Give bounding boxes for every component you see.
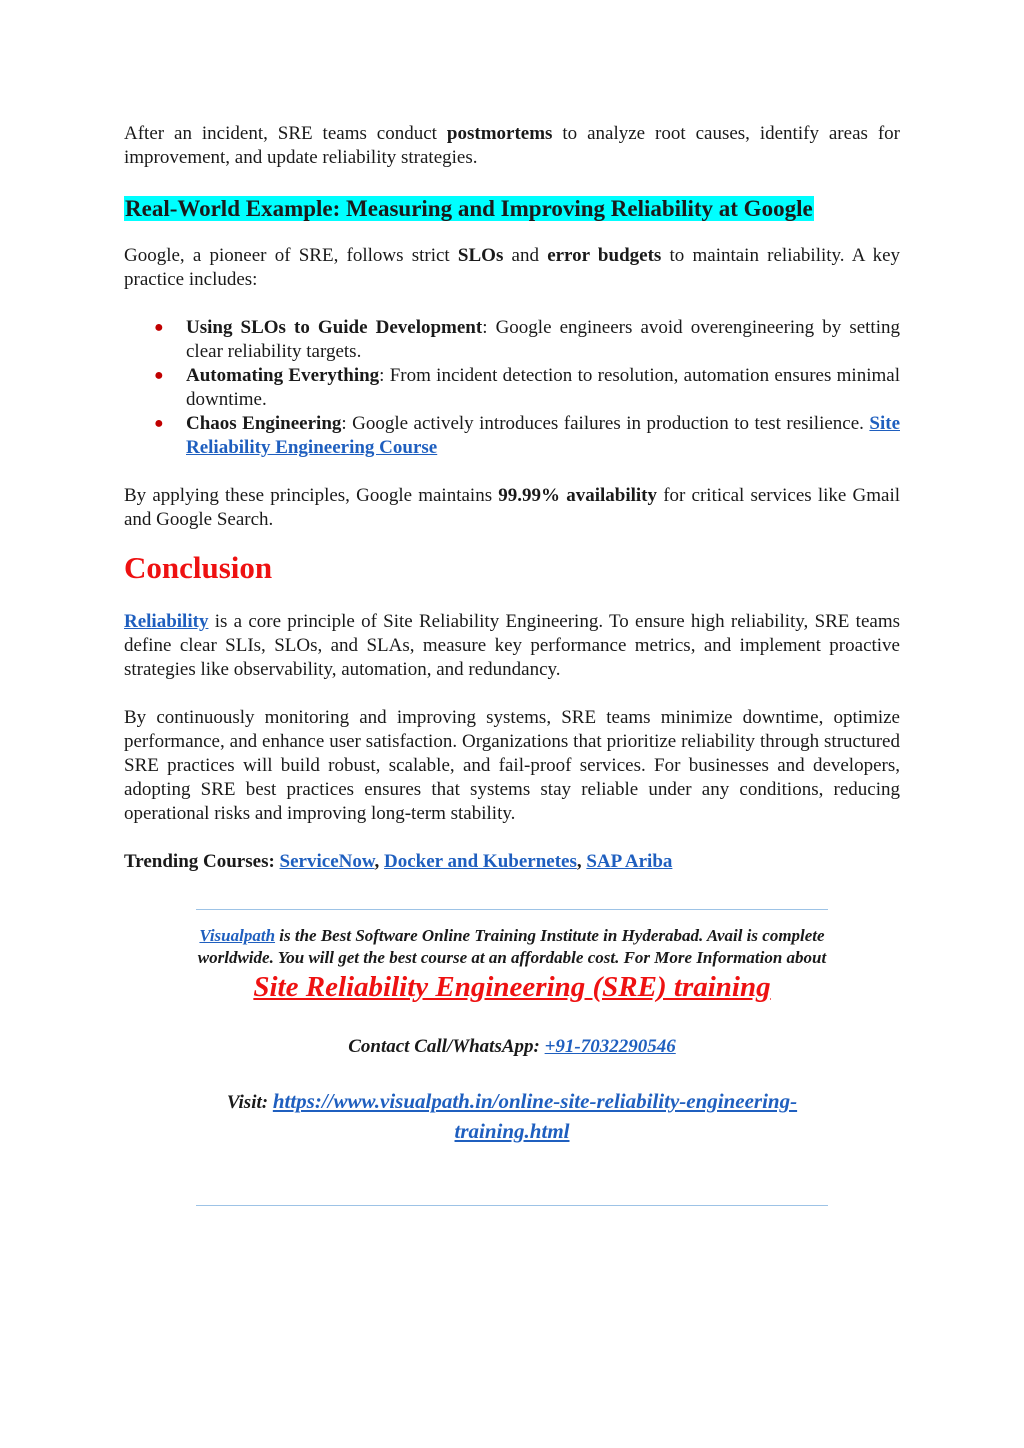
example-heading: Real-World Example: Measuring and Improving Reliability at Google — [125, 196, 813, 221]
list-item: ● Chaos Engineering: Google actively introduces failures in production to test resilience. Site Reliability Engineering Course — [154, 413, 900, 458]
availability-paragraph: By applying these principles, Google maintains 99.99% availability for critical services like Gmail and Google Search. — [124, 485, 900, 530]
monitoring-paragraph: By continuously monitoring and improving systems, SRE teams minimize downtime, optimize performance, and enhance user satisfaction. Organizations that prioritize reliability through structured SRE practices will build robust, scalable, and fail-proof services. For businesses and developers, adopting SRE best practices ensures that systems stay reliable under any conditions, reducing operational risks and improving long-term stability. — [124, 707, 900, 824]
conclusion-paragraph: Reliability is a core principle of Site Reliability Engineering. To ensure high reliability, SRE teams define clear SLIs, SLOs, and SLAs, measure key performance metrics, and implement proactive strategies like observability, automation, and redundancy. — [124, 611, 900, 680]
main-content — [124, 122, 900, 874]
sre-training-link[interactable]: Site Reliability Engineering (SRE) training — [253, 971, 771, 1003]
list-item: ● Automating Everything: From incident detection to resolution, automation ensures minimal downtime. — [154, 365, 900, 410]
website-link[interactable]: https://www.visualpath.in/online-site-reliability-engineering-training.html — [272, 1089, 798, 1143]
servicenow-link[interactable]: ServiceNow — [279, 851, 375, 872]
practice-list — [124, 316, 900, 460]
reliability-link[interactable]: Reliability — [124, 611, 209, 632]
phone-link[interactable]: +91-7032290546 — [544, 1036, 676, 1057]
footer-intro: Visualpath is the Best Software Online Training Institute in Hyderabad. Avail is complete worldwide. You will get the best course at an affordable cost. For More Information about Site Reliability Engineering (SRE) training — [197, 926, 827, 1003]
bullet-icon: ● — [154, 415, 164, 432]
trending-courses: Trending Courses: ServiceNow, Docker and Kubernetes, SAP Ariba — [124, 851, 673, 872]
footer-visit: Visit: https://www.visualpath.in/online-site-reliability-engineering-training.html — [226, 1089, 798, 1143]
sre-course-link[interactable]: Site Reliability Engineering Course — [186, 413, 900, 458]
bullet-icon: ● — [154, 319, 164, 336]
conclusion-heading: Conclusion — [124, 550, 273, 585]
bullet-icon: ● — [154, 367, 164, 384]
visualpath-link[interactable]: Visualpath — [199, 926, 276, 945]
postmortem-paragraph: After an incident, SRE teams conduct postmortems to analyze root causes, identify areas for improvement, and update reliability strategies. — [124, 123, 900, 168]
footer-box — [196, 909, 828, 1206]
list-item: ● Using SLOs to Guide Development: Google engineers avoid overengineering by setting clear reliability targets. — [154, 317, 900, 362]
sap-ariba-link[interactable]: SAP Ariba — [586, 851, 673, 872]
footer-contact: Contact Call/WhatsApp: +91-7032290546 — [348, 1036, 676, 1057]
google-paragraph: Google, a pioneer of SRE, follows strict SLOs and error budgets to maintain reliability. A key practice includes: — [124, 245, 901, 290]
docker-kubernetes-link[interactable]: Docker and Kubernetes — [384, 851, 577, 872]
